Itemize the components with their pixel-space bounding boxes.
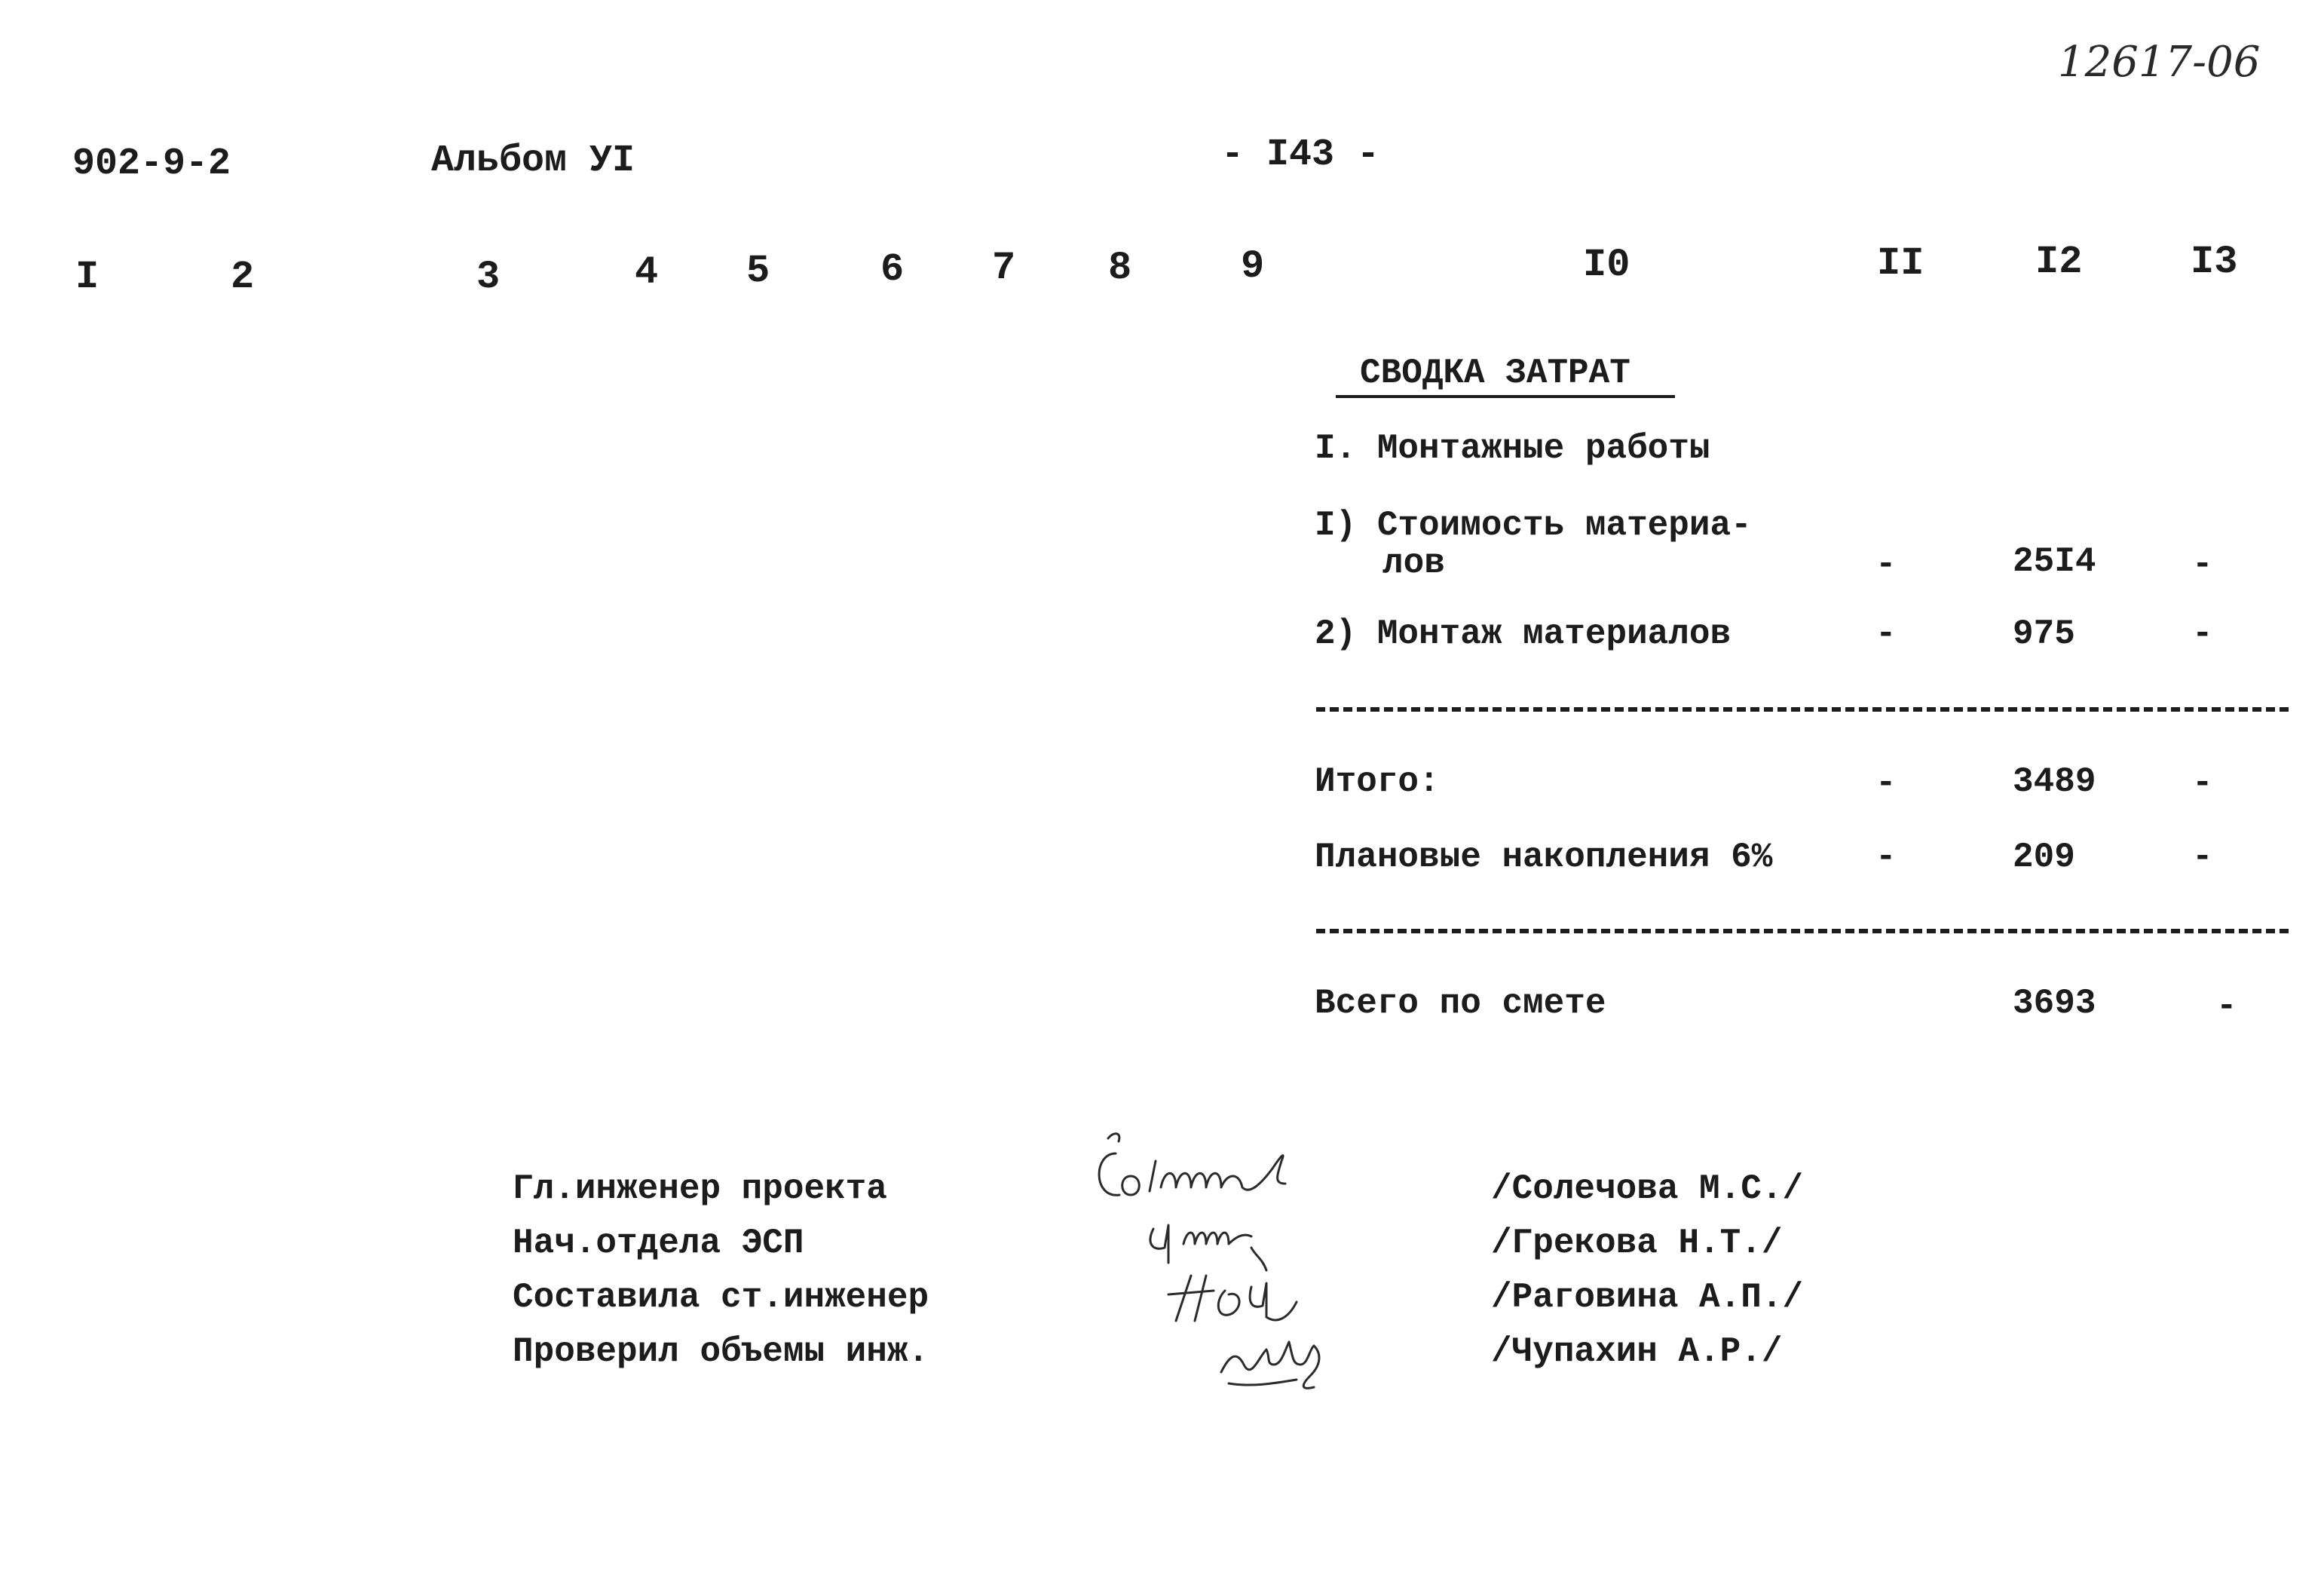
signatory-role: Нач.отдела ЭСП [513,1224,804,1263]
signatory-name: /Раговина А.П./ [1491,1278,1804,1317]
page-number: - I43 - [1221,133,1380,176]
planned-savings-col12: 209 [2013,838,2075,877]
item-materials-col13: - [2192,545,2213,584]
signatory-role: Проверил объемы инж. [513,1332,929,1371]
column-number: 6 [880,247,905,292]
column-number: II [1877,241,1924,286]
handwritten-signature [1206,1312,1402,1414]
column-number: I3 [2191,240,2238,284]
column-number: 8 [1108,246,1132,290]
item-materials-col12: 25I4 [2013,542,2096,581]
item-materials-col11: - [1875,545,1897,584]
archive-number: 12617-06 [2058,38,2261,87]
summary-title: СВОДКА ЗАТРАТ [1360,354,1630,393]
planned-savings-col13: - [2192,838,2213,877]
column-number: 5 [746,249,770,293]
signatory-name: /Солечова М.С./ [1491,1169,1804,1209]
signatory-role: Составила ст.инженер [513,1278,929,1317]
handwritten-signature [1085,1123,1402,1218]
album-label: Альбом УI [431,139,635,182]
dashed-divider [1316,929,2289,933]
item-installation-col12: 975 [2013,614,2075,654]
dashed-divider [1316,707,2289,712]
signatory-role: Гл.инженер проекта [513,1169,887,1209]
subtotal-label: Итого: [1315,762,1440,801]
column-number: 3 [476,255,501,299]
column-number: 7 [992,246,1016,290]
summary-title-underline [1336,395,1675,398]
signatory-name: /Грекова Н.Т./ [1491,1224,1783,1263]
column-number: I2 [2035,240,2083,284]
column-number: 9 [1241,244,1265,289]
item-materials-line2: лов [1382,544,1445,583]
section-heading: I. Монтажные работы [1315,429,1710,468]
column-number: 2 [231,255,255,299]
item-installation-label: 2) Монтаж материалов [1315,614,1732,654]
grand-total-label: Всего по смете [1315,984,1606,1023]
planned-savings-label: Плановые накопления 6% [1315,838,1773,877]
subtotal-col12: 3489 [2013,762,2096,801]
column-number: 4 [635,250,659,295]
grand-total-col13: - [2216,987,2237,1026]
document-code: 902-9-2 [72,142,231,185]
column-number: I0 [1583,243,1630,287]
item-installation-col11: - [1875,614,1897,654]
item-materials-line1: I) Стоимость материа- [1315,506,1752,545]
signatory-name: /Чупахин А.Р./ [1491,1332,1783,1371]
column-number: I [75,255,100,299]
subtotal-col11: - [1875,764,1897,803]
planned-savings-col11: - [1875,838,1897,877]
item-installation-col13: - [2192,614,2213,654]
grand-total-col12: 3693 [2013,984,2096,1023]
subtotal-col13: - [2192,764,2213,803]
